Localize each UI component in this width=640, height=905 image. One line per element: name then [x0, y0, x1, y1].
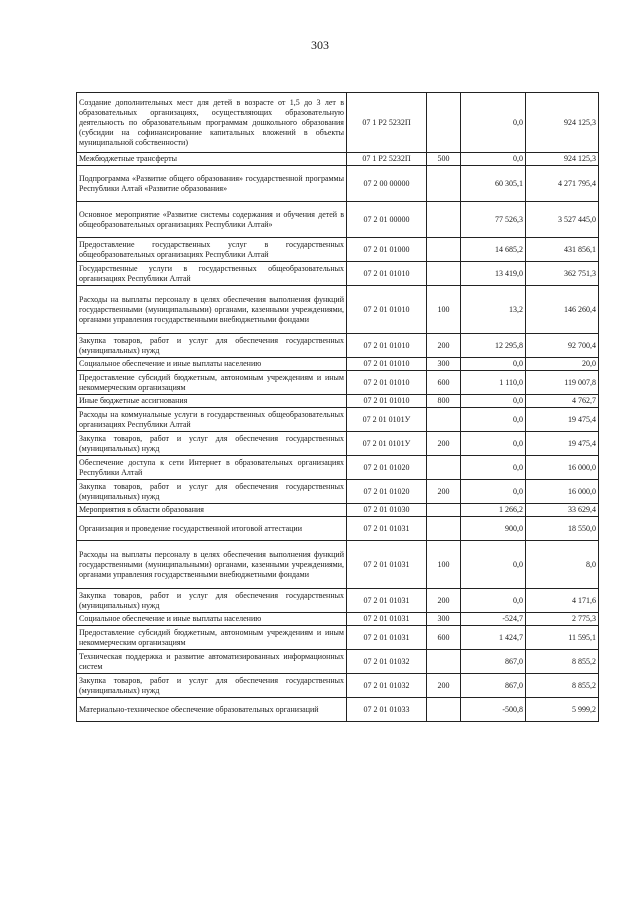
table-row	[77, 541, 599, 589]
target-code-cell: 07 2 01 0101У	[347, 408, 427, 432]
amount-change-cell: 12 295,8	[461, 334, 526, 358]
amount-total-cell: 3 527 445,0	[526, 202, 599, 238]
amount-total-cell: 119 007,8	[526, 371, 599, 395]
table-row	[77, 589, 599, 613]
amount-change-cell: 0,0	[461, 358, 526, 371]
amount-total-cell: 19 475,4	[526, 432, 599, 456]
program-name-cell: Социальное обеспечение и иные выплаты населению	[77, 358, 347, 371]
expense-type-cell: 600	[427, 626, 461, 650]
table-row	[77, 334, 599, 358]
program-name-cell: Организация и проведение государственной итоговой аттестации	[77, 517, 347, 541]
amount-change-cell: 0,0	[461, 541, 526, 589]
program-name-cell: Иные бюджетные ассигнования	[77, 395, 347, 408]
program-name-cell: Предоставление субсидий бюджетным, автономным учреждениям и иным некоммерческим организациям	[77, 626, 347, 650]
expense-type-cell	[427, 408, 461, 432]
target-code-cell: 07 2 01 01000	[347, 238, 427, 262]
program-name-cell: Расходы на выплаты персоналу в целях обеспечения выполнения функций государственными (муниципальными) органами, казенными учреждениями, органами управления государственными внебюджетными фондами	[77, 286, 347, 334]
amount-change-cell: 77 526,3	[461, 202, 526, 238]
target-code-cell: 07 2 01 01010	[347, 286, 427, 334]
program-name-cell: Предоставление государственных услуг в государственных общеобразовательных организациях Республики Алтай	[77, 238, 347, 262]
amount-total-cell: 146 260,4	[526, 286, 599, 334]
table-row	[77, 456, 599, 480]
amount-total-cell: 4 171,6	[526, 589, 599, 613]
amount-total-cell: 20,0	[526, 358, 599, 371]
table-row	[77, 626, 599, 650]
program-name-cell: Основное мероприятие «Развитие системы содержания и обучения детей в общеобразовательных организациях Республики Алтай»	[77, 202, 347, 238]
expense-type-cell: 100	[427, 541, 461, 589]
amount-total-cell: 92 700,4	[526, 334, 599, 358]
amount-change-cell: 13,2	[461, 286, 526, 334]
amount-total-cell: 924 125,3	[526, 153, 599, 166]
amount-change-cell: 0,0	[461, 395, 526, 408]
target-code-cell: 07 2 01 01031	[347, 613, 427, 626]
expense-type-cell: 200	[427, 480, 461, 504]
program-name-cell: Техническая поддержка и развитие автоматизированных информационных систем	[77, 650, 347, 674]
target-code-cell: 07 2 01 00000	[347, 202, 427, 238]
program-name-cell: Закупка товаров, работ и услуг для обеспечения государственных (муниципальных) нужд	[77, 334, 347, 358]
expense-type-cell: 200	[427, 334, 461, 358]
target-code-cell: 07 2 00 00000	[347, 166, 427, 202]
target-code-cell: 07 2 01 01020	[347, 456, 427, 480]
amount-total-cell: 431 856,1	[526, 238, 599, 262]
amount-total-cell: 8 855,2	[526, 674, 599, 698]
amount-change-cell: 14 685,2	[461, 238, 526, 262]
target-code-cell: 07 1 P2 5232П	[347, 93, 427, 153]
amount-total-cell: 2 775,3	[526, 613, 599, 626]
amount-change-cell: 13 419,0	[461, 262, 526, 286]
expense-type-cell	[427, 166, 461, 202]
target-code-cell: 07 2 01 01031	[347, 541, 427, 589]
program-name-cell: Закупка товаров, работ и услуг для обеспечения государственных (муниципальных) нужд	[77, 589, 347, 613]
amount-total-cell: 11 595,1	[526, 626, 599, 650]
expense-type-cell: 200	[427, 432, 461, 456]
table-row	[77, 286, 599, 334]
page-number: 303	[311, 38, 329, 52]
amount-total-cell: 8 855,2	[526, 650, 599, 674]
amount-change-cell: 900,0	[461, 517, 526, 541]
amount-total-cell: 4 762,7	[526, 395, 599, 408]
program-name-cell: Материально-техническое обеспечение образовательных организаций	[77, 698, 347, 722]
budget-table	[76, 92, 599, 722]
expense-type-cell: 300	[427, 358, 461, 371]
table-row	[77, 395, 599, 408]
program-name-cell: Мероприятия в области образования	[77, 504, 347, 517]
program-name-cell: Социальное обеспечение и иные выплаты населению	[77, 613, 347, 626]
target-code-cell: 07 2 01 01010	[347, 262, 427, 286]
amount-change-cell: 1 424,7	[461, 626, 526, 650]
program-name-cell: Межбюджетные трансферты	[77, 153, 347, 166]
expense-type-cell: 800	[427, 395, 461, 408]
amount-total-cell: 8,0	[526, 541, 599, 589]
table-row	[77, 202, 599, 238]
expense-type-cell	[427, 698, 461, 722]
table-row	[77, 432, 599, 456]
target-code-cell: 07 2 01 01010	[347, 395, 427, 408]
amount-change-cell: 0,0	[461, 408, 526, 432]
amount-change-cell: 60 305,1	[461, 166, 526, 202]
table-row	[77, 480, 599, 504]
target-code-cell: 07 2 01 01030	[347, 504, 427, 517]
table-row	[77, 153, 599, 166]
expense-type-cell: 200	[427, 589, 461, 613]
target-code-cell: 07 2 01 01010	[347, 358, 427, 371]
target-code-cell: 07 2 01 01010	[347, 371, 427, 395]
amount-change-cell: 867,0	[461, 650, 526, 674]
program-name-cell: Расходы на выплаты персоналу в целях обеспечения выполнения функций государственными (муниципальными) органами, казенными учреждениями, органами управления государственными внебюджетными фондами	[77, 541, 347, 589]
expense-type-cell: 200	[427, 674, 461, 698]
amount-total-cell: 362 751,3	[526, 262, 599, 286]
target-code-cell: 07 2 01 01031	[347, 589, 427, 613]
amount-total-cell: 18 550,0	[526, 517, 599, 541]
expense-type-cell	[427, 504, 461, 517]
target-code-cell: 07 1 P2 5232П	[347, 153, 427, 166]
expense-type-cell	[427, 202, 461, 238]
amount-change-cell: 0,0	[461, 456, 526, 480]
table-row	[77, 358, 599, 371]
target-code-cell: 07 2 01 01010	[347, 334, 427, 358]
budget-table-body	[77, 93, 599, 722]
table-row	[77, 371, 599, 395]
program-name-cell: Создание дополнительных мест для детей в возрасте от 1,5 до 3 лет в образовательных организациях, осуществляющих образовательную деятельность по образовательным программам дошкольного образования (субсидии на софинансирование капитальных вложений в объекты муниципальной собственности)	[77, 93, 347, 153]
expense-type-cell	[427, 238, 461, 262]
target-code-cell: 07 2 01 01032	[347, 674, 427, 698]
expense-type-cell: 500	[427, 153, 461, 166]
target-code-cell: 07 2 01 0101У	[347, 432, 427, 456]
expense-type-cell	[427, 93, 461, 153]
program-name-cell: Государственные услуги в государственных общеобразовательных организациях Республики Алтай	[77, 262, 347, 286]
amount-change-cell: 867,0	[461, 674, 526, 698]
table-row	[77, 613, 599, 626]
program-name-cell: Предоставление субсидий бюджетным, автономным учреждениям и иным некоммерческим организациям	[77, 371, 347, 395]
amount-change-cell: 0,0	[461, 589, 526, 613]
amount-change-cell: 1 266,2	[461, 504, 526, 517]
expense-type-cell	[427, 650, 461, 674]
amount-total-cell: 16 000,0	[526, 456, 599, 480]
program-name-cell: Закупка товаров, работ и услуг для обеспечения государственных (муниципальных) нужд	[77, 432, 347, 456]
table-row	[77, 674, 599, 698]
amount-change-cell: 0,0	[461, 480, 526, 504]
amount-total-cell: 5 999,2	[526, 698, 599, 722]
program-name-cell: Закупка товаров, работ и услуг для обеспечения государственных (муниципальных) нужд	[77, 674, 347, 698]
target-code-cell: 07 2 01 01032	[347, 650, 427, 674]
target-code-cell: 07 2 01 01020	[347, 480, 427, 504]
amount-total-cell: 16 000,0	[526, 480, 599, 504]
target-code-cell: 07 2 01 01033	[347, 698, 427, 722]
amount-total-cell: 924 125,3	[526, 93, 599, 153]
table-row	[77, 262, 599, 286]
expense-type-cell: 100	[427, 286, 461, 334]
program-name-cell: Расходы на коммунальные услуги в государственных общеобразовательных организациях Республики Алтай	[77, 408, 347, 432]
table-row	[77, 517, 599, 541]
amount-change-cell: 1 110,0	[461, 371, 526, 395]
amount-change-cell: -500,8	[461, 698, 526, 722]
amount-total-cell: 4 271 795,4	[526, 166, 599, 202]
amount-change-cell: 0,0	[461, 153, 526, 166]
table-row	[77, 408, 599, 432]
table-row	[77, 698, 599, 722]
expense-type-cell: 600	[427, 371, 461, 395]
table-row	[77, 504, 599, 517]
amount-change-cell: 0,0	[461, 432, 526, 456]
table-row	[77, 650, 599, 674]
program-name-cell: Подпрограмма «Развитие общего образования» государственной программы Республики Алтай «Развитие образования»	[77, 166, 347, 202]
table-row	[77, 238, 599, 262]
expense-type-cell	[427, 262, 461, 286]
target-code-cell: 07 2 01 01031	[347, 517, 427, 541]
expense-type-cell	[427, 456, 461, 480]
amount-total-cell: 19 475,4	[526, 408, 599, 432]
amount-change-cell: 0,0	[461, 93, 526, 153]
expense-type-cell: 300	[427, 613, 461, 626]
amount-total-cell: 33 629,4	[526, 504, 599, 517]
amount-change-cell: -524,7	[461, 613, 526, 626]
target-code-cell: 07 2 01 01031	[347, 626, 427, 650]
expense-type-cell	[427, 517, 461, 541]
program-name-cell: Обеспечение доступа к сети Интернет в образовательных организациях Республики Алтай	[77, 456, 347, 480]
program-name-cell: Закупка товаров, работ и услуг для обеспечения государственных (муниципальных) нужд	[77, 480, 347, 504]
table-row	[77, 166, 599, 202]
table-row	[77, 93, 599, 153]
